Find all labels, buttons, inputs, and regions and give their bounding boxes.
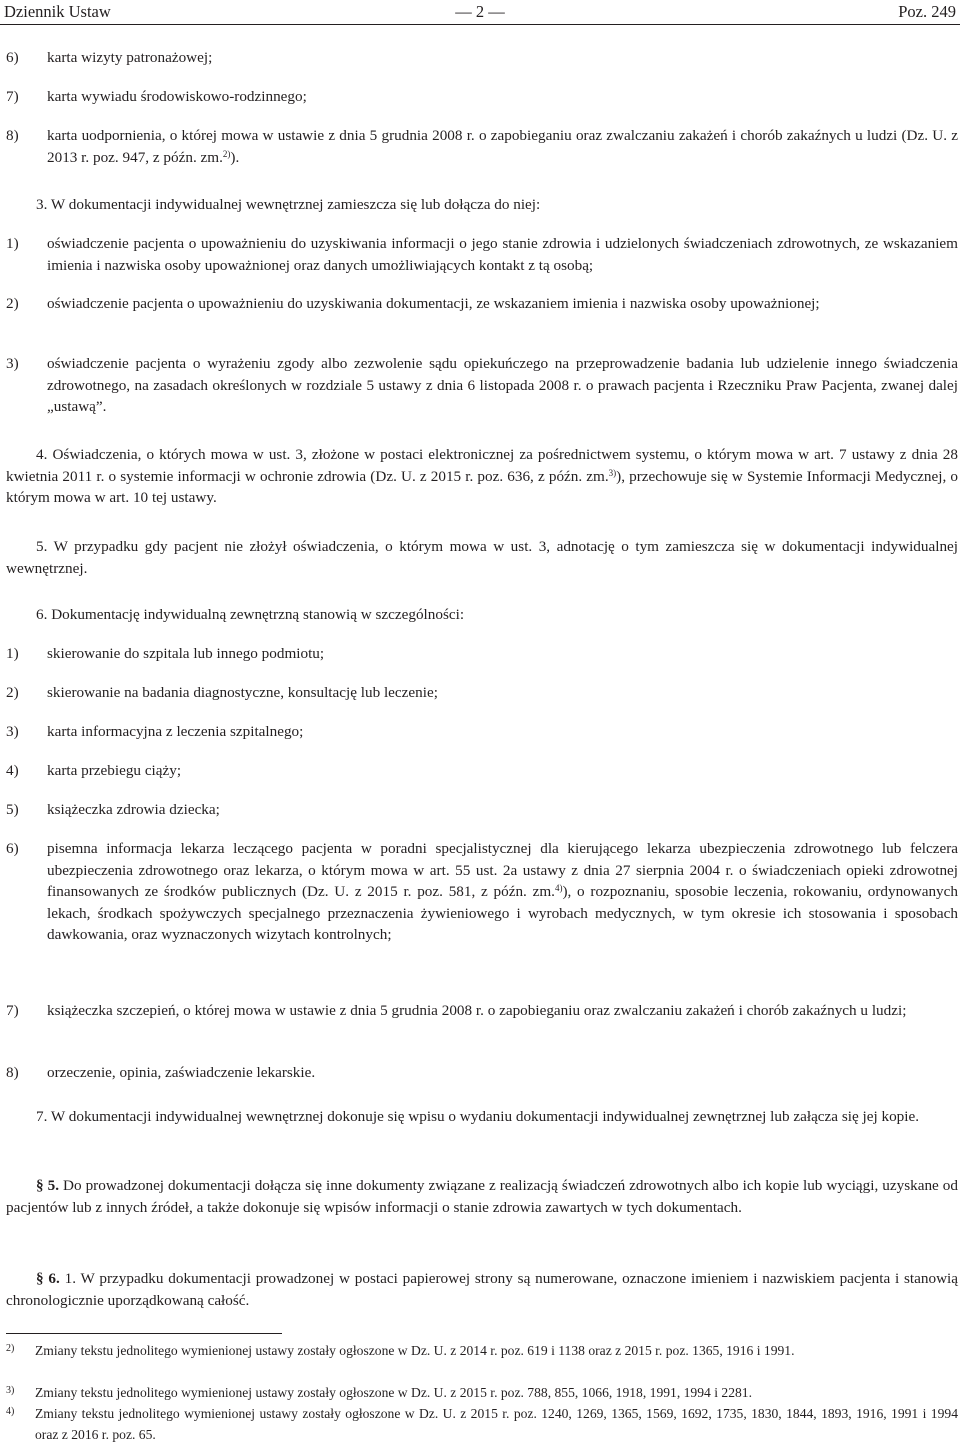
footnote-text: Zmiany tekstu jednolitego wymienionej ustawy zostały ogłoszone w Dz. U. z 2014 r. poz. 619 i 1138 oraz z 2015 r. poz. 1365, 1916 i 1991. [35,1343,795,1358]
item-number: 7) [6,88,19,105]
list-item [6,760,958,782]
footnote-divider [6,1333,282,1334]
item-text [47,838,958,946]
list-item [6,721,958,743]
footnote [6,1341,958,1362]
item-text: oświadczenie pacjenta o wyrażeniu zgody albo zezwolenie sądu opiekuńczego na przeprowadzenie badania lub udzielenie innego świadczenia zdrowotnego, na zasadach określonych w rozdziale 5 ustawy z dnia 6 listopada 2008 r. o prawach pacjenta i Rzeczniku Praw Pacjenta, zwanej dalej „ustawą”. [47,355,958,415]
item-text-part: ). [230,148,240,166]
list-item [6,1000,958,1022]
paragraph-7: 7. W dokumentacji indywidualnej wewnętrznej dokonuje się wpisu o wydaniu dokumentacji indywidualnej zewnętrznej lub załącza się jej kopie. [36,1108,920,1125]
position-number: Poz. 249 [898,2,956,21]
list-item [6,293,958,315]
item-text: karta przebiegu ciąży; [47,762,182,779]
item-text: karta informacyjna z leczenia szpitalnego; [47,723,304,740]
section-text: Do prowadzonej dokumentacji dołącza się inne dokumenty związane z realizacją świadczeń zdrowotnych albo ich kopie lub wyciągi, uzyskane od pacjentów lub z innych źródeł, a także dokonuje się wpisów informacji o stanie zdrowia zawartych w tych dokumentach. [6,1177,958,1216]
item-number: 1) [6,235,19,252]
footnote-mark: 4) [6,1406,15,1417]
item-number: 8) [6,127,19,144]
item-text: książeczka zdrowia dziecka; [47,801,220,818]
list-item [6,86,958,108]
list-item [6,233,958,276]
item-number: 8) [6,1064,19,1081]
page-number: — 2 — [455,2,505,21]
journal-title: Dziennik Ustaw [4,2,111,21]
list-item [6,47,958,69]
paragraph-3: 3. W dokumentacji indywidualnej wewnętrznej zamieszcza się lub dołącza do niej: [36,196,541,213]
item-number: 3) [6,723,19,740]
paragraph-text: 4. Oświadczenia, o których mowa w ust. 3, złożone w postaci elektronicznej za pośrednictwem systemu, o którym mowa w art. 7 ustawy z dnia 28 kwietnia 2011 r. o systemie informacji w ochronie zdrowia (Dz. U. z 2015 r. poz. 636, z późn. zm. [6,446,958,485]
item-number: 5) [6,801,19,818]
list-item [6,799,958,821]
section-6 [6,1268,958,1311]
item-number: 3) [6,355,19,372]
item-text: orzeczenie, opinia, zaświadczenie lekarskie. [47,1064,316,1081]
header-divider [0,24,960,25]
paragraph-text: ), przechowuje się w Systemie Informacji Medycznej, o którym mowa w art. 10 tej ustawy. [6,467,958,506]
item-text: skierowanie do szpitala lub innego podmiotu; [47,645,325,662]
section-label: § 6. [36,1270,60,1287]
item-text: książeczka szczepień, o której mowa w ustawie z dnia 5 grudnia 2008 r. o zapobieganiu oraz zwalczaniu zakażeń i chorób zakaźnych u ludzi; [47,1002,907,1019]
paragraph-5: 5. W przypadku gdy pacjent nie złożył oświadczenia, o którym mowa w ust. 3, adnotację o tym zamieszcza się w dokumentacji indywidualnej wewnętrznej. [6,538,958,577]
section-text: 1. W przypadku dokumentacji prowadzonej w postaci papierowej strony są numerowane, oznaczone imieniem i nazwiskiem pacjenta i stanowią chronologicznie uporządkowaną całość. [6,1270,959,1309]
footnote [6,1404,958,1445]
page-header [0,0,960,24]
item-text: oświadczenie pacjenta o upoważnieniu do uzyskiwania dokumentacji, ze wskazaniem imienia i nazwiska osoby upoważnionej; [47,295,820,312]
item-text-part: karta uodpornienia, o której mowa w ustawie z dnia 5 grudnia 2008 r. o zapobieganiu oraz zwalczaniu zakażeń i chorób zakaźnych u ludzi (Dz. U. z 2013 r. poz. 947, z późn. zm. [47,127,958,166]
item-number: 6) [6,840,19,857]
item-number: 1) [6,645,19,662]
item-number: 2) [6,295,19,312]
item-number: 4) [6,762,19,779]
section-5 [6,1175,958,1218]
footnote-ref: 2) [222,148,231,159]
list-item [6,353,958,418]
list-item [6,1062,958,1084]
paragraph-4 [6,444,958,509]
item-text: skierowanie na badania diagnostyczne, konsultację lub leczenie; [47,684,438,701]
list-item [6,125,958,168]
item-number: 7) [6,1002,19,1019]
footnote [6,1383,958,1404]
paragraph-6: 6. Dokumentację indywidualną zewnętrzną stanowią w szczególności: [36,606,465,623]
footnote-text: Zmiany tekstu jednolitego wymienionej ustawy zostały ogłoszone w Dz. U. z 2015 r. poz. 788, 855, 1066, 1918, 1991, 1994 i 2281. [35,1385,752,1400]
item-number: 2) [6,684,19,701]
item-number: 6) [6,49,19,66]
item-text: karta wizyty patronażowej; [47,49,213,66]
footnote-mark: 3) [6,1385,15,1396]
item-text-part: pisemna informacja lekarza leczącego pacjenta w poradni specjalistycznej dla kierującego lekarza ubezpieczenia zdrowotnego lub felczera ubezpieczenia zdrowotnego oraz lekarza, o którym mowa w art. 55 ust. 2a ustawy z dnia 27 sierpnia 2004 r. o świadczeniach opieki zdrowotnej finansowanych ze środków publicznych (Dz. U. z 2015 r. poz. 581, z późn. zm. [47,840,958,900]
item-text: oświadczenie pacjenta o upoważnieniu do uzyskiwania informacji o jego stanie zdrowia i udzielonych świadczeniach zdrowotnych, ze wskazaniem imienia i nazwiska osoby upoważnionej oraz danych umożliwiających kontakt z tą osobą; [47,235,958,274]
list-item [6,838,958,946]
item-text: karta wywiadu środowiskowo-rodzinnego; [47,88,307,105]
list-item [6,643,958,665]
footnote-mark: 2) [6,1343,15,1354]
footnote-ref: 3) [608,467,617,478]
item-text-part: ), o rozpoznaniu, sposobie leczenia, rokowaniu, ordynowanych lekach, środkach spożywczych specjalnego przeznaczenia żywieniowego i wyrobach medycznych, w tym okresie ich stosowania i sposobach dawkowania, oraz wyznaczonych wizytach kontrolnych; [47,883,958,943]
section-label: § 5. [36,1177,59,1194]
footnote-ref: 4) [554,883,563,893]
footnote-text: Zmiany tekstu jednolitego wymienionej ustawy zostały ogłoszone w Dz. U. z 2015 r. poz. 1240, 1269, 1365, 1569, 1692, 1735, 1830, 1844, 1893, 1916, 1991 i 1994 oraz z 2016 r. poz. 65. [35,1406,958,1442]
list-item [6,682,958,704]
item-text [47,125,958,168]
